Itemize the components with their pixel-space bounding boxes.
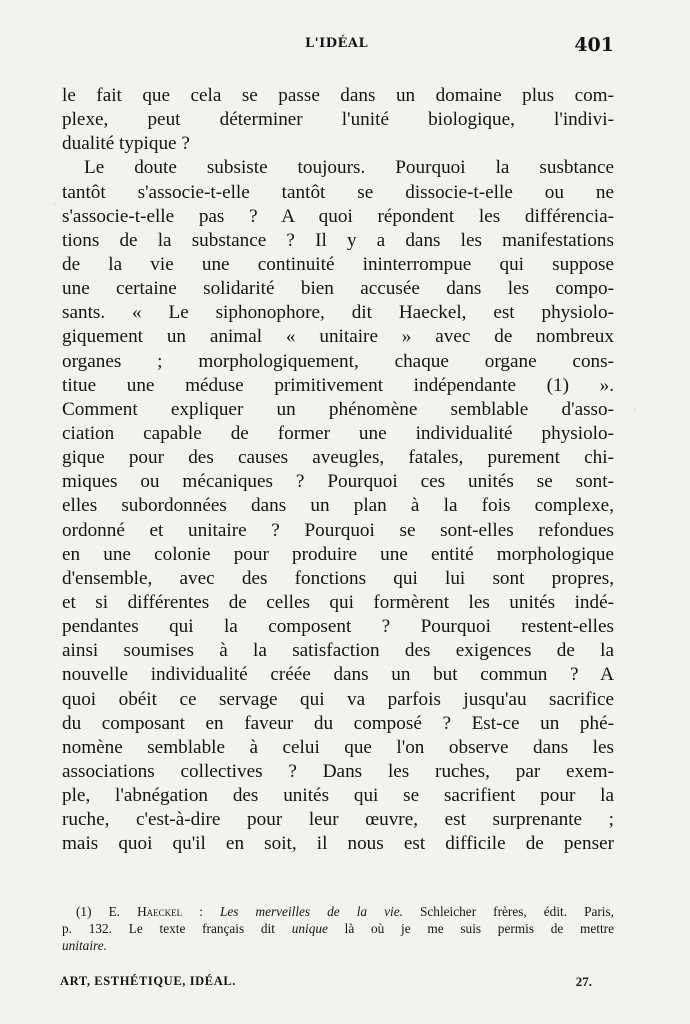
- text-line: sants. « Le siphonophore, dit Haeckel, est physiolo-: [62, 302, 614, 324]
- printer-signature: ART, ESTHÉTIQUE, IDÉAL.: [60, 974, 237, 988]
- text-line: organes ; morphologiquement, chaque organe cons-: [62, 350, 614, 372]
- text-line: le fait que cela se passe dans un domaine plus com-: [62, 85, 614, 106]
- footnote-publisher: Schleicher frères, édit. Paris,: [420, 904, 615, 919]
- footnote-line: (1) E. Haeckel : Les merveilles de la vie. Schleicher frères, édit. Paris,: [76, 904, 615, 919]
- page-number: 401: [574, 34, 614, 56]
- footnote-title: Les merveilles de la vie.: [219, 904, 403, 919]
- running-head: [0, 34, 690, 54]
- footnote-text: p. 132. Le texte français dit: [62, 921, 275, 936]
- text-line: gique pour des causes aveugles, fatales, purement chi-: [62, 447, 614, 469]
- footnote-emphasis: unitaire.: [62, 938, 107, 953]
- text-line: Le doute subsiste toujours. Pourquoi la susbtance: [84, 157, 614, 179]
- text-line: ainsi soumises à la satisfaction des exigences de la: [62, 640, 614, 662]
- text-line: elles subordonnées dans un plan à la fois complexe,: [62, 495, 614, 517]
- text-line: d'ensemble, avec des fonctions qui lui sont propres,: [62, 567, 614, 589]
- body-text: [62, 84, 614, 857]
- text-line: en une colonie pour produire une entité morphologique: [62, 543, 614, 565]
- footnote-line: [62, 937, 614, 954]
- text-line: de la vie une continuité ininterrompue qui suppose: [62, 253, 614, 275]
- footnote-emphasis: unique: [291, 921, 328, 936]
- text-line: dualité typique ?: [62, 133, 190, 155]
- footnote: [62, 903, 614, 954]
- text-line: associations collectives ? Dans les ruches, par exem-: [62, 760, 614, 782]
- footnote-marker: (1): [76, 904, 92, 919]
- text-line: titue une méduse primitivement indépendante (1) ».: [62, 374, 614, 396]
- footnote-line: [62, 920, 614, 937]
- text-line: miques ou mécaniques ? Pourquoi ces unités se sont-: [62, 471, 614, 493]
- text-line: Comment expliquer un phénomène semblable d'asso-: [62, 398, 614, 420]
- text-line: et si différentes de celles qui formèrent les unités indé-: [62, 591, 614, 613]
- text-line: plexe, peut déterminer l'unité biologique, l'indivi-: [62, 109, 614, 131]
- text-line: ple, l'abnégation des unités qui se sacrifient pour la: [62, 785, 614, 807]
- text-line: giquement un animal « unitaire » avec de nombreux: [62, 326, 614, 348]
- footnote-text: là où je me suis permis de mettre: [344, 921, 614, 936]
- text-line: ordonné et unitaire ? Pourquoi se sont-elles refondues: [62, 519, 614, 541]
- text-line: s'associe-t-elle pas ? A quoi répondent les différencia-: [62, 205, 614, 227]
- text-line: tions de la substance ? Il y a dans les manifestations: [62, 229, 614, 251]
- text-line: tantôt s'associe-t-elle tantôt se dissocie-t-elle ou ne: [62, 181, 614, 203]
- text-line: nomène semblable à celui que l'on observe dans les: [62, 736, 614, 758]
- text-line: mais quoi qu'il en soit, il nous est difficile de penser: [62, 833, 614, 855]
- text-line: pendantes qui la composent ? Pourquoi restent-elles: [62, 616, 614, 638]
- text-line: nouvelle individualité créée dans un but commun ? A: [62, 664, 614, 686]
- signature-number: 27.: [575, 974, 592, 989]
- running-title: L'IDÉAL: [305, 36, 369, 51]
- text-line: ruche, c'est-à-dire pour leur œuvre, est surprenante ;: [62, 809, 614, 831]
- text-line: une certaine solidarité bien accusée dans les compo-: [62, 278, 614, 300]
- text-line: ciation capable de former une individualité physiolo-: [62, 422, 614, 444]
- footnote-author: Haeckel: [137, 904, 183, 919]
- text-line: du composant en faveur du composé ? Est-ce un phé-: [62, 712, 614, 734]
- footnote-author-initial: E.: [108, 904, 121, 919]
- text-line: quoi obéit ce servage qui va parfois jusqu'au sacrifice: [62, 688, 614, 710]
